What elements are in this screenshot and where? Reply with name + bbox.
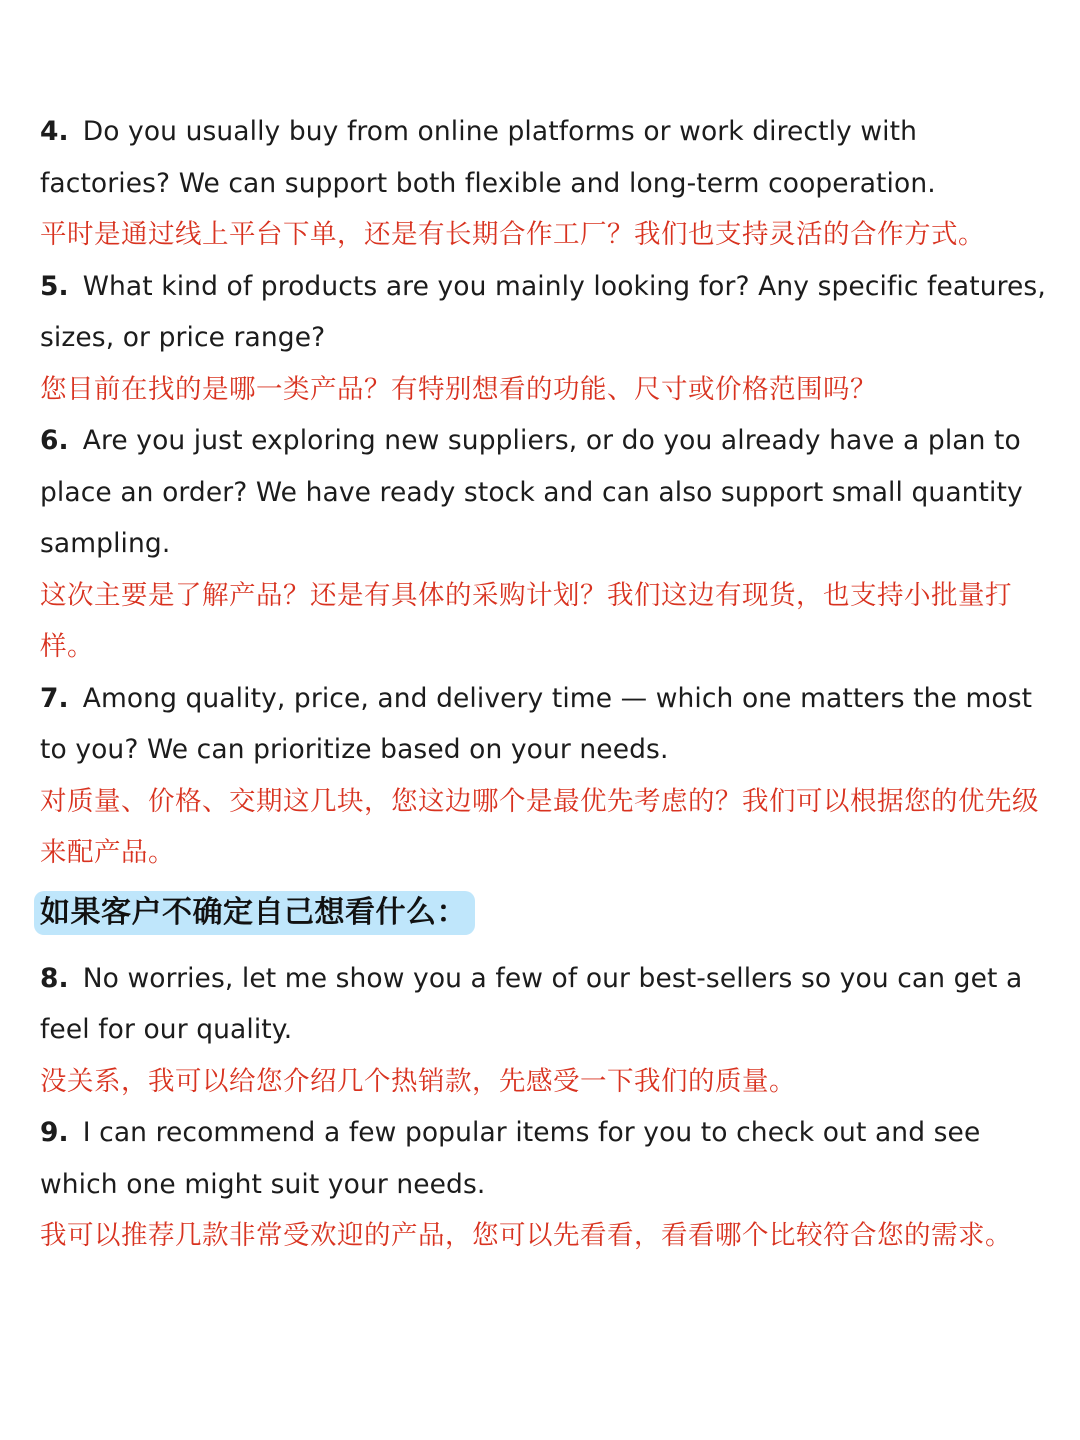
english-text: What kind of products are you mainly looking for? Any specific features, sizes, or price range? <box>40 270 1046 353</box>
item-number: 4. <box>40 116 69 147</box>
english-sentence <box>40 1107 1050 1210</box>
chinese-translation: 我可以推荐几款非常受欢迎的产品，您可以先看看，看看哪个比较符合您的需求。 <box>40 1220 1012 1251</box>
list-item <box>40 673 1050 879</box>
section-heading <box>34 891 1050 943</box>
chinese-translation: 您目前在找的是哪一类产品？有特别想看的功能、尺寸或价格范围吗？ <box>40 373 877 405</box>
list-item <box>40 415 1050 673</box>
chinese-translation: 平时是通过线上平台下单，还是有长期合作工厂？我们也支持灵活的合作方式。 <box>40 219 985 250</box>
english-text: No worries, let me show you a few of our best-sellers so you can get a feel for our quality. <box>40 962 1023 1045</box>
item-number: 7. <box>40 682 69 714</box>
english-sentence <box>40 106 1050 209</box>
item-number: 6. <box>40 425 69 456</box>
english-sentence <box>40 415 1050 570</box>
chinese-translation: 这次主要是了解产品？还是有具体的采购计划？我们这边有现货，也支持小批量打样。 <box>40 579 1012 662</box>
list-item <box>40 953 1050 1108</box>
english-text: Among quality, price, and delivery time — which one matters the most to you? We can prioritize based on your needs. <box>40 682 1033 765</box>
english-text: Are you just exploring new suppliers, or do you already have a plan to place an order? We have ready stock and can also support small quantity sampling. <box>40 425 1023 559</box>
english-sentence <box>40 673 1050 776</box>
chinese-translation: 对质量、价格、交期这几块，您这边哪个是最优先考虑的？我们可以根据您的优先级来配产品。 <box>40 785 1039 868</box>
english-text: Do you usually buy from online platforms or work directly with factories? We can support both flexible and long-term cooperation. <box>40 116 936 199</box>
english-sentence <box>40 261 1050 364</box>
item-number: 5. <box>40 270 69 302</box>
list-item <box>40 1107 1050 1262</box>
item-number: 9. <box>40 1117 69 1148</box>
list-item <box>40 261 1050 416</box>
chinese-translation: 没关系，我可以给您介绍几个热销款，先感受一下我们的质量。 <box>40 1065 796 1097</box>
english-text: I can recommend a few popular items for you to check out and see which one might suit your needs. <box>40 1117 981 1200</box>
section-heading-text: 如果客户不确定自己想看什么： <box>34 891 475 935</box>
english-sentence <box>40 953 1050 1056</box>
document-body <box>40 106 1050 1262</box>
list-item <box>40 106 1050 261</box>
item-number: 8. <box>40 962 69 994</box>
